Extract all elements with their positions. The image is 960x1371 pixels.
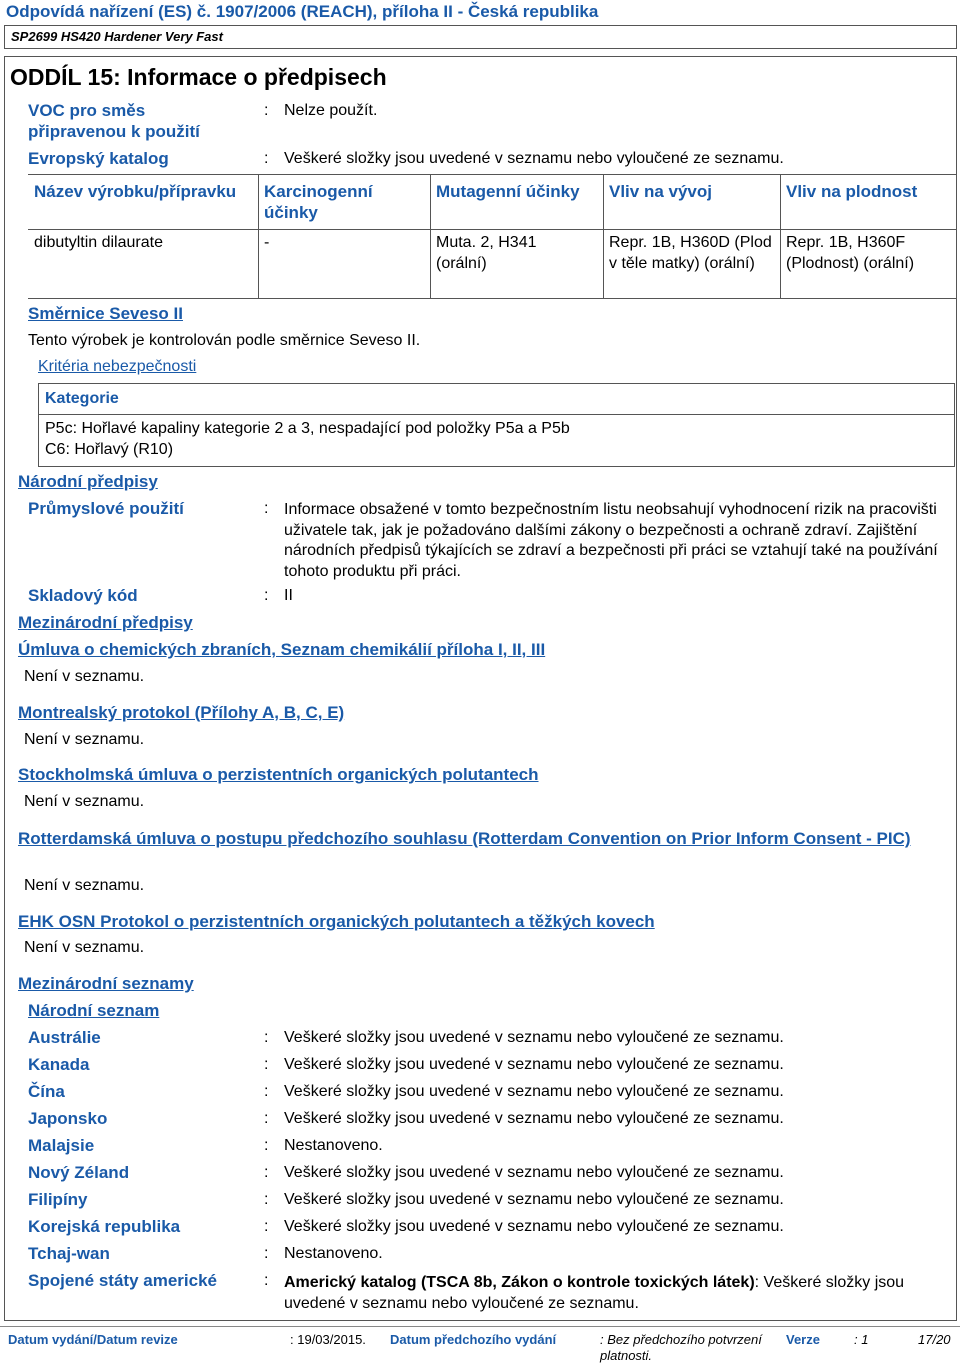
inventory-value: Nestanoveno. — [284, 1245, 383, 1262]
seveso-criteria-title: Kritéria nebezpečnosti — [38, 358, 197, 375]
category-line: C6: Hořlavý (R10) — [45, 441, 174, 458]
table-bottom-rule — [28, 298, 956, 299]
table-col-divider — [780, 174, 781, 299]
footer-page-number: 17/20 — [918, 1332, 951, 1347]
inventory-colon: : — [264, 1191, 269, 1208]
convention-value: Není v seznamu. — [24, 793, 145, 810]
footer-version-value: : 1 — [854, 1332, 869, 1347]
inventory-value: Veškeré složky jsou uvedené v seznamu nebo vyloučené ze seznamu. — [284, 1191, 784, 1208]
inventory-country: Malajsie — [28, 1136, 95, 1155]
inventory-country: Kanada — [28, 1055, 90, 1074]
inventory-value: Veškeré složky jsou uvedené v seznamu nebo vyloučené ze seznamu. — [284, 1029, 784, 1046]
usa-catalog-colon: : — [754, 1274, 764, 1291]
inventory-colon: : — [264, 1245, 269, 1262]
convention-title: Úmluva o chemických zbraních, Seznam chemikálií příloha I, II, III — [18, 640, 546, 659]
storage-code-colon: : — [264, 587, 269, 604]
convention-value: Není v seznamu. — [24, 668, 145, 685]
inventory-value: Veškeré složky jsou uvedené v seznamu nebo vyloučené ze seznamu. — [284, 1218, 784, 1235]
regulation-title: Odpovídá nařízení (ES) č. 1907/2006 (REACH), příloha II - Česká republika — [6, 2, 599, 21]
convention-value: Není v seznamu. — [24, 731, 145, 748]
category-header: Kategorie — [45, 390, 119, 407]
usa-catalog-name: Americký katalog (TSCA 8b, Zákon o kontrole toxických látek) — [284, 1274, 755, 1291]
product-name: SP2699 HS420 Hardener Very Fast — [11, 29, 223, 44]
inventory-value: Veškeré složky jsou uvedené v seznamu nebo vyloučené ze seznamu. — [284, 1110, 784, 1127]
inventory-colon: : — [264, 1164, 269, 1181]
inventory-value: Veškeré složky jsou uvedené v seznamu nebo vyloučené ze seznamu. — [284, 1083, 784, 1100]
eu-catalog-colon: : — [264, 150, 269, 167]
footer-version-label: Verze — [786, 1332, 820, 1347]
international-title: Mezinárodní předpisy — [18, 613, 193, 632]
eu-catalog-label: Evropský katalog — [28, 149, 169, 168]
convention-value: Není v seznamu. — [24, 877, 145, 894]
table-cell-mutagenic: Muta. 2, H341 (orální) — [436, 234, 537, 272]
seveso-title: Směrnice Seveso II — [28, 304, 183, 323]
inventory-country: Čína — [28, 1082, 65, 1101]
inventory-usa-value — [284, 1272, 952, 1314]
national-title: Národní předpisy — [18, 472, 158, 491]
inventory-colon: : — [264, 1137, 269, 1154]
inventory-colon: : — [264, 1083, 269, 1100]
inventories-title: Mezinárodní seznamy — [18, 974, 194, 993]
voc-label: VOC pro směs připravenou k použití — [28, 101, 200, 141]
industrial-use-value: Informace obsažené v tomto bezpečnostním listu neobsahují vyhodnocení rizik na pracovišti uživatele tak, jak je požadováno dalšími zákony o bezpečnosti a ochraně zdraví. Zajištění národních předpisů týkajících se zdraví a bezpečnosti při práci se vztahují také na používání tohoto produktu při práci. — [284, 501, 938, 580]
industrial-use-colon: : — [264, 500, 269, 517]
table-header-product: Název výrobku/přípravku — [34, 182, 237, 201]
convention-title: Stockholmská úmluva o perzistentních organických polutantech — [18, 765, 539, 784]
inventory-country: Filipíny — [28, 1190, 88, 1209]
eu-catalog-value: Veškeré složky jsou uvedené v seznamu nebo vyloučené ze seznamu. — [284, 150, 784, 167]
industrial-use-label: Průmyslové použití — [28, 499, 184, 518]
table-col-divider — [430, 174, 431, 299]
convention-title: Montrealský protokol (Přílohy A, B, C, E) — [18, 703, 345, 722]
inventory-value: Veškeré složky jsou uvedené v seznamu nebo vyloučené ze seznamu. — [284, 1056, 784, 1073]
inventory-colon: : — [264, 1056, 269, 1073]
table-header-development: Vliv na vývoj — [609, 182, 712, 201]
voc-value: Nelze použít. — [284, 102, 378, 119]
convention-value: Není v seznamu. — [24, 939, 145, 956]
inventory-colon: : — [264, 1029, 269, 1046]
inventory-country: Austrálie — [28, 1028, 101, 1047]
section-title: ODDÍL 15: Informace o předpisech — [10, 64, 387, 90]
table-col-divider — [258, 174, 259, 299]
convention-title: EHK OSN Protokol o perzistentních organických polutantech a těžkých kovech — [18, 912, 655, 931]
table-cell-carcinogenic: - — [264, 234, 270, 251]
inventory-country: Nový Zéland — [28, 1163, 130, 1182]
footer-prev-value: : Bez předchozího potvrzení platnosti. — [600, 1332, 762, 1363]
inventory-country: Korejská republika — [28, 1217, 181, 1236]
table-cell-fertility: Repr. 1B, H360F (Plodnost) (orální) — [786, 234, 915, 272]
category-line: P5c: Hořlavé kapaliny kategorie 2 a 3, nespadající pod položky P5a a P5b — [45, 420, 570, 437]
table-header-mutagenic: Mutagenní účinky — [436, 182, 580, 201]
usa-catalog-value: Veškeré složky jsou uvedené v seznamu nebo vyloučené ze seznamu. — [284, 1274, 905, 1312]
inventories-subtitle: Národní seznam — [28, 1001, 160, 1020]
inventory-country: Tchaj-wan — [28, 1244, 110, 1263]
inventory-value: Veškeré složky jsou uvedené v seznamu nebo vyloučené ze seznamu. — [284, 1164, 784, 1181]
convention-title: Rotterdamská úmluva o postupu předchozího souhlasu (Rotterdam Convention on Prior Inform Consent - PIC) — [18, 829, 911, 848]
inventory-country-usa: Spojené státy americké — [28, 1271, 217, 1290]
storage-code-label: Skladový kód — [28, 586, 138, 605]
inventory-colon: : — [264, 1272, 269, 1289]
table-header-rule — [28, 229, 956, 230]
inventory-colon: : — [264, 1110, 269, 1127]
inventory-colon: : — [264, 1218, 269, 1235]
inventory-country: Japonsko — [28, 1109, 108, 1128]
footer-issue-label: Datum vydání/Datum revize — [8, 1332, 178, 1347]
table-cell-development: Repr. 1B, H360D (Plod v těle matky) (orální) — [609, 234, 772, 272]
table-header-carcinogenic: Karcinogenní účinky — [264, 182, 373, 222]
table-col-divider — [603, 174, 604, 299]
footer-prev-label: Datum předchozího vydání — [390, 1332, 557, 1347]
voc-colon: : — [264, 102, 269, 119]
inventory-value: Nestanoveno. — [284, 1137, 383, 1154]
footer-rule — [0, 1326, 960, 1327]
storage-code-value: II — [284, 587, 293, 604]
product-name-box — [4, 25, 957, 49]
seveso-text: Tento výrobek je kontrolován podle směrnice Seveso II. — [28, 332, 421, 349]
category-divider — [38, 414, 955, 415]
table-top-rule — [28, 174, 956, 175]
table-header-fertility: Vliv na plodnost — [786, 182, 918, 201]
footer-issue-value: : 19/03/2015. — [290, 1332, 366, 1347]
table-cell-product: dibutyltin dilaurate — [34, 234, 163, 251]
